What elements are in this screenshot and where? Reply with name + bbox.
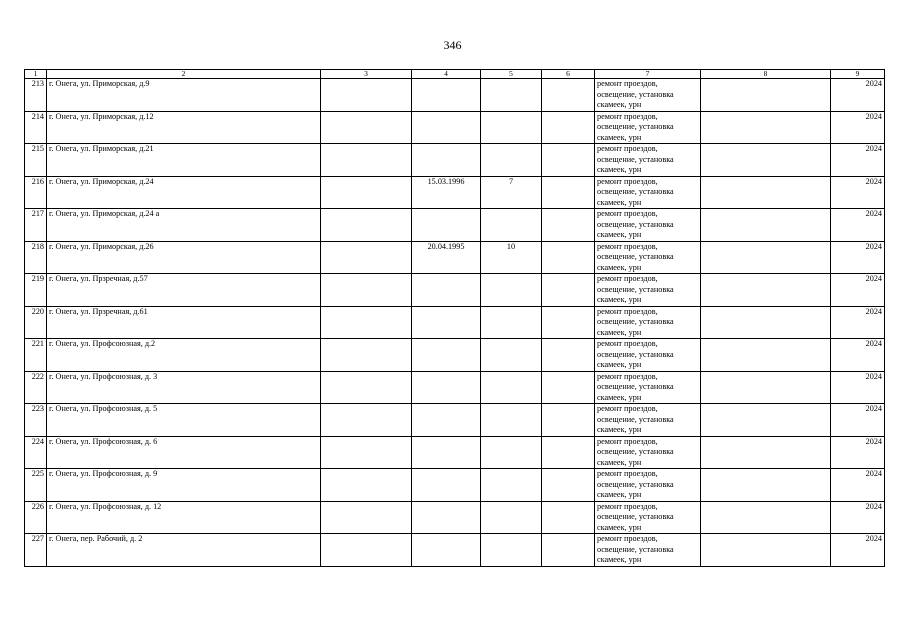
- column-8-cell: [701, 371, 831, 404]
- column-5-cell: [481, 501, 542, 534]
- table-row: [25, 339, 885, 372]
- work-description-cell: ремонт проездов, освещение, установка скамеек, урн: [595, 274, 701, 307]
- column-3-cell: [321, 534, 412, 567]
- column-8-cell: [701, 79, 831, 112]
- work-description-cell: ремонт проездов, освещение, установка скамеек, урн: [595, 176, 701, 209]
- column-8-cell: [701, 241, 831, 274]
- column-6-cell: [542, 306, 595, 339]
- column-6-cell: [542, 501, 595, 534]
- work-description-cell: ремонт проездов, освещение, установка скамеек, урн: [595, 241, 701, 274]
- row-number: 226: [25, 501, 47, 534]
- work-description-cell: ремонт проездов, освещение, установка скамеек, урн: [595, 436, 701, 469]
- column-5-cell: [481, 111, 542, 144]
- work-description-cell: ремонт проездов, освещение, установка скамеек, урн: [595, 534, 701, 567]
- table-row: [25, 111, 885, 144]
- column-8-cell: [701, 501, 831, 534]
- year-cell: 2024: [831, 241, 885, 274]
- row-number: 215: [25, 144, 47, 177]
- table-row: [25, 534, 885, 567]
- column-3-cell: [321, 209, 412, 242]
- column-header: 9: [831, 70, 885, 79]
- year-cell: 2024: [831, 436, 885, 469]
- work-description-cell: ремонт проездов, освещение, установка скамеек, урн: [595, 144, 701, 177]
- column-5-cell: [481, 144, 542, 177]
- column-5-cell: 7: [481, 176, 542, 209]
- year-cell: 2024: [831, 176, 885, 209]
- row-number: 216: [25, 176, 47, 209]
- date-cell: [412, 404, 481, 437]
- year-cell: 2024: [831, 274, 885, 307]
- work-description-cell: ремонт проездов, освещение, установка скамеек, урн: [595, 469, 701, 502]
- column-header: 7: [595, 70, 701, 79]
- column-3-cell: [321, 79, 412, 112]
- table-row: [25, 241, 885, 274]
- column-5-cell: [481, 339, 542, 372]
- column-6-cell: [542, 241, 595, 274]
- table-row: [25, 436, 885, 469]
- column-3-cell: [321, 176, 412, 209]
- column-8-cell: [701, 176, 831, 209]
- date-cell: [412, 274, 481, 307]
- column-8-cell: [701, 306, 831, 339]
- column-5-cell: 10: [481, 241, 542, 274]
- column-8-cell: [701, 209, 831, 242]
- row-number: 222: [25, 371, 47, 404]
- row-number: 219: [25, 274, 47, 307]
- table-row: [25, 404, 885, 437]
- row-number: 220: [25, 306, 47, 339]
- address-cell: г. Онега, ул. Профсоюзная, д. 9: [47, 469, 321, 502]
- column-5-cell: [481, 274, 542, 307]
- column-3-cell: [321, 339, 412, 372]
- column-3-cell: [321, 371, 412, 404]
- address-cell: г. Онега, ул. Профсоюзная, д.2: [47, 339, 321, 372]
- column-6-cell: [542, 436, 595, 469]
- year-cell: 2024: [831, 111, 885, 144]
- column-8-cell: [701, 111, 831, 144]
- column-8-cell: [701, 339, 831, 372]
- register-table: [24, 69, 885, 567]
- column-8-cell: [701, 404, 831, 437]
- address-cell: г. Онега, ул. Профсоюзная, д. 5: [47, 404, 321, 437]
- column-3-cell: [321, 501, 412, 534]
- column-header: 8: [701, 70, 831, 79]
- column-header: 5: [481, 70, 542, 79]
- date-cell: [412, 79, 481, 112]
- header-row: [25, 70, 885, 79]
- table-row: [25, 501, 885, 534]
- row-number: 214: [25, 111, 47, 144]
- date-cell: [412, 339, 481, 372]
- column-8-cell: [701, 534, 831, 567]
- page-number: 346: [443, 38, 462, 52]
- address-cell: г. Онега, ул. Приморская, д.24: [47, 176, 321, 209]
- column-3-cell: [321, 469, 412, 502]
- address-cell: г. Онега, ул. Приморская, д.12: [47, 111, 321, 144]
- year-cell: 2024: [831, 144, 885, 177]
- column-6-cell: [542, 274, 595, 307]
- address-cell: г. Онега, ул. Приморская, д.24 а: [47, 209, 321, 242]
- address-cell: г. Онега, ул. Приморская, д.21: [47, 144, 321, 177]
- work-description-cell: ремонт проездов, освещение, установка скамеек, урн: [595, 111, 701, 144]
- column-8-cell: [701, 469, 831, 502]
- date-cell: [412, 534, 481, 567]
- column-5-cell: [481, 306, 542, 339]
- date-cell: [412, 209, 481, 242]
- year-cell: 2024: [831, 371, 885, 404]
- address-cell: г. Онега, ул. Прзречная, д.57: [47, 274, 321, 307]
- column-header: 2: [47, 70, 321, 79]
- address-cell: г. Онега, ул. Профсоюзная, д. 3: [47, 371, 321, 404]
- date-cell: [412, 469, 481, 502]
- table-row: [25, 79, 885, 112]
- year-cell: 2024: [831, 404, 885, 437]
- table-row: [25, 274, 885, 307]
- column-6-cell: [542, 176, 595, 209]
- address-cell: г. Онега, ул. Приморская, д.26: [47, 241, 321, 274]
- column-6-cell: [542, 339, 595, 372]
- row-number: 224: [25, 436, 47, 469]
- address-cell: г. Онега, пер. Рабочий, д. 2: [47, 534, 321, 567]
- column-5-cell: [481, 209, 542, 242]
- column-6-cell: [542, 534, 595, 567]
- column-6-cell: [542, 371, 595, 404]
- column-8-cell: [701, 144, 831, 177]
- date-cell: 15.03.1996: [412, 176, 481, 209]
- date-cell: [412, 501, 481, 534]
- column-6-cell: [542, 404, 595, 437]
- address-cell: г. Онега, ул. Профсоюзная, д. 6: [47, 436, 321, 469]
- column-6-cell: [542, 111, 595, 144]
- work-description-cell: ремонт проездов, освещение, установка скамеек, урн: [595, 79, 701, 112]
- date-cell: [412, 436, 481, 469]
- work-description-cell: ремонт проездов, освещение, установка скамеек, урн: [595, 371, 701, 404]
- row-number: 227: [25, 534, 47, 567]
- column-8-cell: [701, 436, 831, 469]
- year-cell: 2024: [831, 501, 885, 534]
- work-description-cell: ремонт проездов, освещение, установка скамеек, урн: [595, 306, 701, 339]
- work-description-cell: ремонт проездов, освещение, установка скамеек, урн: [595, 339, 701, 372]
- column-5-cell: [481, 436, 542, 469]
- column-5-cell: [481, 371, 542, 404]
- column-6-cell: [542, 144, 595, 177]
- column-3-cell: [321, 241, 412, 274]
- row-number: 218: [25, 241, 47, 274]
- column-3-cell: [321, 436, 412, 469]
- work-description-cell: ремонт проездов, освещение, установка скамеек, урн: [595, 501, 701, 534]
- date-cell: [412, 371, 481, 404]
- address-cell: г. Онега, ул. Профсоюзная, д. 12: [47, 501, 321, 534]
- date-cell: [412, 306, 481, 339]
- column-5-cell: [481, 534, 542, 567]
- column-header: 3: [321, 70, 412, 79]
- column-3-cell: [321, 274, 412, 307]
- column-6-cell: [542, 469, 595, 502]
- date-cell: [412, 144, 481, 177]
- date-cell: [412, 111, 481, 144]
- column-header: 4: [412, 70, 481, 79]
- year-cell: 2024: [831, 534, 885, 567]
- row-number: 223: [25, 404, 47, 437]
- column-header: 6: [542, 70, 595, 79]
- column-8-cell: [701, 274, 831, 307]
- year-cell: 2024: [831, 306, 885, 339]
- work-description-cell: ремонт проездов, освещение, установка скамеек, урн: [595, 209, 701, 242]
- row-number: 225: [25, 469, 47, 502]
- address-cell: г. Онега, ул. Прзречная, д.61: [47, 306, 321, 339]
- column-5-cell: [481, 404, 542, 437]
- column-6-cell: [542, 79, 595, 112]
- year-cell: 2024: [831, 79, 885, 112]
- date-cell: 20.04.1995: [412, 241, 481, 274]
- row-number: 213: [25, 79, 47, 112]
- year-cell: 2024: [831, 339, 885, 372]
- year-cell: 2024: [831, 469, 885, 502]
- column-6-cell: [542, 209, 595, 242]
- table-row: [25, 469, 885, 502]
- year-cell: 2024: [831, 209, 885, 242]
- work-description-cell: ремонт проездов, освещение, установка скамеек, урн: [595, 404, 701, 437]
- table-row: [25, 176, 885, 209]
- column-3-cell: [321, 111, 412, 144]
- column-header: 1: [25, 70, 47, 79]
- row-number: 217: [25, 209, 47, 242]
- table-row: [25, 209, 885, 242]
- column-5-cell: [481, 469, 542, 502]
- column-3-cell: [321, 144, 412, 177]
- column-5-cell: [481, 79, 542, 112]
- column-3-cell: [321, 404, 412, 437]
- table-row: [25, 306, 885, 339]
- table-row: [25, 371, 885, 404]
- row-number: 221: [25, 339, 47, 372]
- column-3-cell: [321, 306, 412, 339]
- address-cell: г. Онега, ул. Приморская, д.9: [47, 79, 321, 112]
- table-row: [25, 144, 885, 177]
